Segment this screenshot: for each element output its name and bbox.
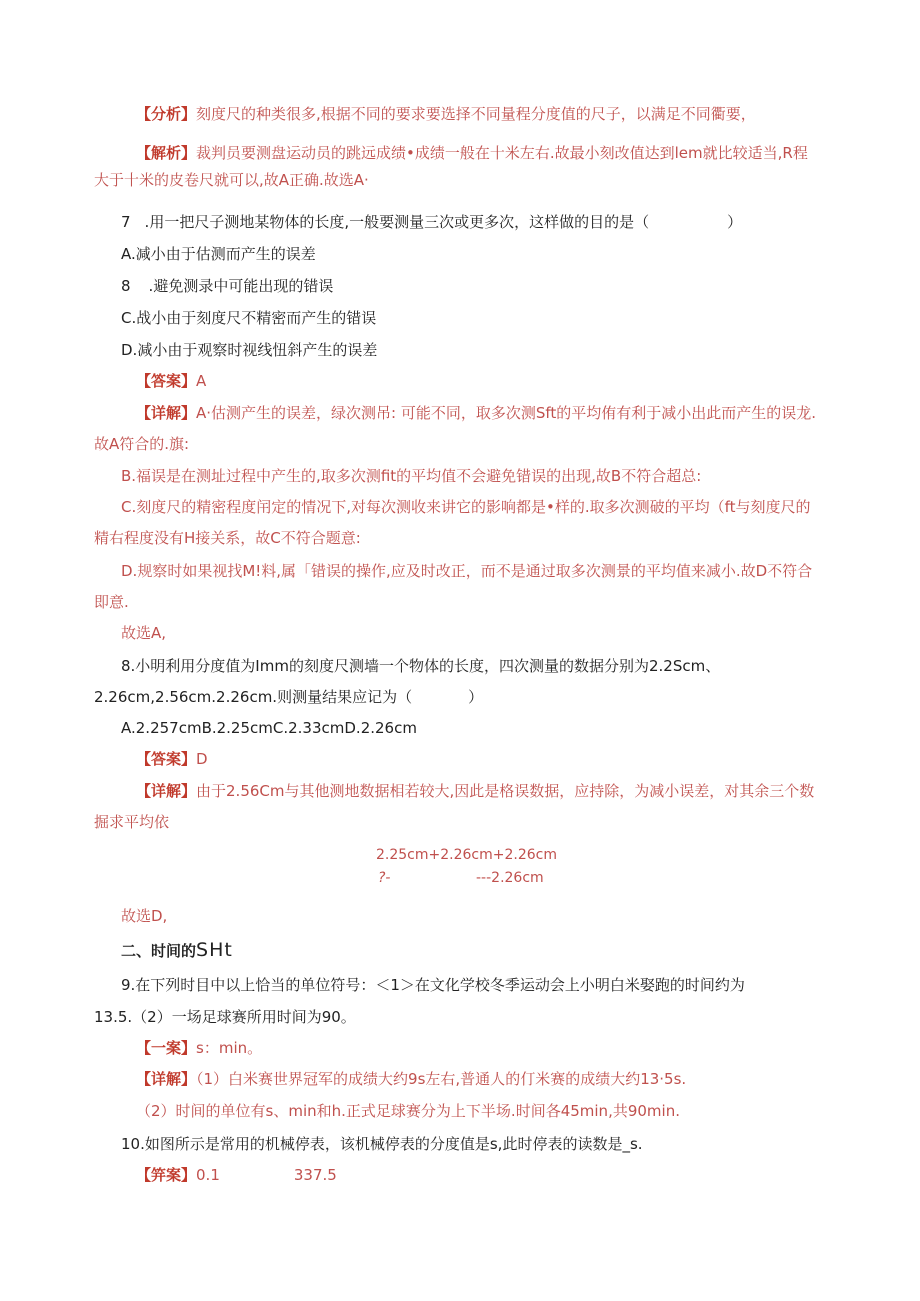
q7-option-b-text: .避免测录中可能出现的错误 (148, 277, 334, 295)
q8-stem-line2-text: 2.26cm,2.56cm.2.26cm.则测量结果应记为（ (94, 688, 413, 706)
q7-detail-3b: 精右程度没有H接关系，故C不符合题意: (94, 529, 361, 547)
q8-detail-1: 由于2.56Cm与其他测地数据相若较大,因此是格误数据，应持除，为减小误差，对其余三个数 (196, 782, 815, 800)
q8-formula-right: ---2.26cm (476, 870, 544, 886)
explain6-line2: 大于十米的皮卷尺就可以,故A正确.故选A· (94, 171, 369, 189)
q9-detail-tag: 【详解】 (136, 1070, 197, 1088)
q8-detail-line1 (136, 781, 814, 801)
explain6-line1 (136, 143, 808, 163)
q10-answer-tag: 【笄案】 (136, 1166, 197, 1184)
q8-answer (136, 749, 208, 769)
q9-detail-line1 (136, 1069, 686, 1089)
q9-stem-line2: 13.5.（2）一场足球赛所用时间为90。 (94, 1008, 356, 1026)
q8-close: ） (468, 688, 484, 706)
q7-option-b-num: 8 (121, 277, 131, 295)
q7-detail-line1 (136, 403, 816, 423)
q8-stem-line1: 8.小明利用分度值为Imm的刻度尺测墙一个物体的长度，四次测量的数据分别为2.2Scm、 (121, 657, 721, 675)
q7-option-c: C.战小由于刻度尺不精密而产生的错误 (121, 309, 377, 327)
q10-stem: 10.如图所示是常用的机械停表，该机械停表的分度值是s,此时停表的读数是_s. (121, 1135, 643, 1153)
analysis-line (136, 104, 756, 124)
q7-option-d: D.减小由于观察时视线忸斜产生的误差 (121, 341, 378, 359)
q7-option-a: A.减小由于估测而产生的误差 (121, 245, 316, 263)
q7-answer-value: A (196, 372, 207, 390)
analysis-tag: 【分析】 (136, 105, 197, 123)
q8-formula-left: ?- (378, 870, 391, 886)
q9-answer-tag: 【一案】 (136, 1039, 197, 1057)
q7-detail-3a: C.刻度尺的精密程度闬定的情况下,对每次测收来讲它的影响都是•样的.取多次测破的平均（ft与刻度尺的 (121, 498, 811, 516)
section2-heading (121, 940, 233, 961)
q9-stem-line1: 9.在下列时目中以上恰当的单位符号：＜1＞在文化学校冬季运动会上小明白米娶跑的时间约为 (121, 976, 745, 994)
explain6-tag: 【解析】 (136, 144, 197, 162)
section2-prefix: 二、时间的 (121, 942, 197, 960)
q9-answer-value: s：min。 (196, 1039, 263, 1057)
q8-stem-line2 (94, 687, 483, 707)
section2-suffix: SHt (196, 939, 233, 961)
q10-answer (136, 1165, 337, 1185)
q8-conclusion: 故选D, (121, 907, 168, 925)
q8-answer-value: D (196, 750, 208, 768)
q8-options: A.2.257cmB.2.25cmC.2.33cmD.2.26cm (121, 719, 417, 737)
q10-answer-2: 337.5 (293, 1166, 337, 1184)
analysis-text: 刻度尺的种类很多,根据不同的要求要选择不同量程分度值的尺子，以满足不同衢要， (196, 105, 756, 123)
q7-detail-2: B.福误是在测址过程中产生的,取多次测fit的平均值不会避免错误的出现,故B不符合超总: (121, 467, 702, 485)
q10-answer-1: 0.1 (196, 1166, 220, 1184)
q7-detail-4b: 即意. (94, 593, 129, 611)
q7-stem (121, 212, 742, 232)
q7-answer (136, 371, 206, 391)
q8-detail-2: 掘求平均依 (94, 813, 170, 831)
q7-detail-4a: D.规察时如果视找M!料,属「错误的操作,应及时改正，而不是通过取多次测景的平均值来减小.故D不符合 (121, 562, 813, 580)
q7-option-b (121, 276, 333, 296)
q7-conclusion: 故选A, (121, 624, 167, 642)
q9-answer (136, 1038, 262, 1058)
q7-close: ） (727, 213, 743, 231)
q8-formula-top: 2.25cm+2.26cm+2.26cm (376, 847, 557, 863)
q9-detail-1: （1）白米赛世界冠军的成绩大约9s左右,普通人的仃米赛的成绩大约13·5s. (196, 1070, 687, 1088)
q7-detail-1b: 故A符合的.旗: (94, 435, 190, 453)
q8-answer-tag: 【答案】 (136, 750, 197, 768)
explain6-text1: 裁判员要测盘运动员的跳远成绩•成绩一般在十米左右.故最小刻改值达到lem就比较适当,R程 (196, 144, 808, 162)
q7-detail-1a: A·估测产生的误差，绿次测吊: 可能不同，取多次测Sft的平均侑有利于减小出此而产生的误龙. (196, 404, 817, 422)
q7-detail-tag: 【详解】 (136, 404, 197, 422)
q7-text: .用一把尺子测地某物体的长度,一般要测量三次或更多次，这样做的目的是（ (144, 213, 650, 231)
q9-detail-2: （2）时间的单位有s、min和h.正式足球赛分为上下半场.时间各45min,共90min. (136, 1102, 680, 1120)
q8-detail-tag: 【详解】 (136, 782, 197, 800)
q7-number: 7 (121, 213, 131, 231)
q7-answer-tag: 【答案】 (136, 372, 197, 390)
